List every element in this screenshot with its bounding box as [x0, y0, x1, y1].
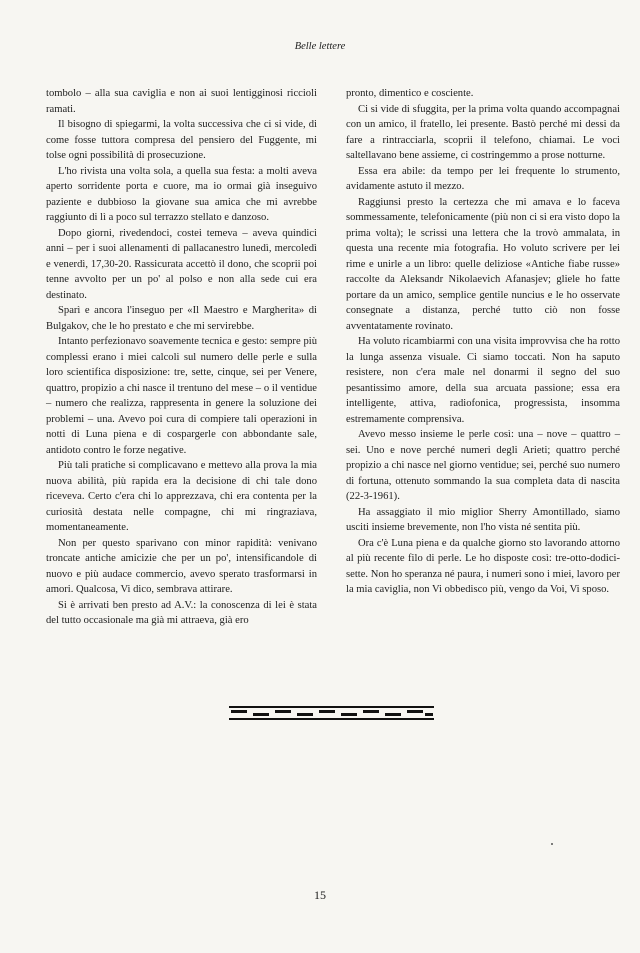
paragraph: Sparì e ancora l'inseguo per «Il Maestro e Margherita» di Bulgakov, che le ho prestato e che mi servirebbe. [46, 305, 317, 332]
paragraph: Intanto perfezionavo soavemente tecnica e gesto: sempre più complessi erano i miei calcoli sul numero delle perle e sulla loro scientifica disposizione: tre, sette, cinque, sei per Venere, quattro, propizio a chi nasce il trentuno del mese – o il ventidue – numero che realizza, rappresenta in genere la soluzione dei problemi – una. Avevo poi cura di compiere tali operazioni in notti di Luna piena e di cospargerle con abbondante sale, antidoto contro le forze negative. [46, 336, 317, 456]
paragraph: Ci si vide di sfuggita, per la prima volta quando accompagnai con un amico, il fratello, lei presente. Bastò perché mi dessi da fare a rintracciarla, scoprii il telefono, chiamai. Le voci saltellavano bene assieme, ci costringemmo a prose notturne. [346, 103, 620, 161]
paragraph: Ha voluto ricambiarmi con una visita improvvisa che ha rotto la lunga assenza visuale. Ci siamo toccati. Non ha saputo resistere, non c'era male nel donarmi il segno del suo pesantissimo amore, della sua arcuata passione; essa era intelligente, attiva, radiofonica, progressista, insomma estremamente comprensiva. [346, 336, 620, 425]
paragraph: Più tali pratiche si complicavano e mettevo alla prova la mia nuova abilità, più rapida era la decisione di chi tale dono riceveva. Certo c'era chi lo apprezzava, chi era contenta per la curiosità destata nelle compagne, chi mi ringraziava, momentaneamente. [46, 460, 317, 533]
paragraph: Ora c'è Luna piena e da qualche giorno sto lavorando attorno al più recente filo di perle. Le ho disposte così: tre-otto-dodici-sette. Non ho speranza né paura, i numeri sono i miei, lavoro per la mia caviglia, non Vi obbedisco più, vengo da Voi, Vi sposo. [346, 537, 620, 595]
paragraph: Non per questo sparivano con minor rapidità: venivano troncate antiche amicizie che per un po', intensificandole di nuovo e più audace commercio, avevo sperato trasformarsi in amori. Qualcosa, Vi dico, sembrava attirare. [46, 537, 317, 595]
paragraph: Avevo messo insieme le perle così: una – nove – quattro – sei. Uno e nove perché numeri degli Arieti; quattro perché propizio a chi nasce nel giorno ventidue; sei, perché suo numero di fortuna, ottenuto sommando la sua completa data di nascita (22-3-1961). [346, 429, 620, 502]
paragraph: Dopo giorni, rivedendoci, costei temeva – aveva quindici anni – per i suoi allenamenti di pallacanestro lunedì, mercoledì e venerdì, 17,30-20. Rassicurata accettò il dono, che scoprii poi tenne avvolto per un po' al polso e non alla sede cui era destinato. [46, 227, 317, 301]
paragraph: Si è arrivati ben presto ad A.V.: la conoscenza di lei è stata del tutto occasionale ma già mi attraeva, già ero [46, 599, 317, 626]
paragraph: tombolo – alla sua caviglia e non ai suoi lentigginosi riccioli ramati. [46, 88, 317, 115]
print-speck [551, 843, 553, 845]
left-column [46, 86, 317, 629]
right-column [346, 86, 620, 598]
running-header: Belle lettere [294, 41, 346, 52]
page-number: 15 [314, 888, 326, 902]
paragraph: L'ho rivista una volta sola, a quella sua festa: a molti aveva aperto sorridente porta e cuore, ma io ormai già inseguivo paziente e dubbioso la giovane sua amica che mi avrebbe raggiunto di lì a poco sul terrazzo stellato e danzoso. [46, 165, 317, 223]
paragraph: Ha assaggiato il mio miglior Sherry Amontillado, siamo usciti insieme brevemente, non l'ho vista né sentita più. [346, 506, 620, 533]
paragraph: Il bisogno di spiegarmi, la volta successiva che ci si vide, di come fosse tuttora compresa del pensiero del Fuggente, mi tolse ogni possibilità di prosecuzione. [46, 119, 317, 161]
paragraph: Raggiunsi presto la certezza che mi amava e lo faceva sommessamente, telefonicamente (più non ci si era visto dopo la prima volta); le scrissi una lettera che la trovò ammalata, in questa una recente mia fotografia. Ho voluto scrivere per lei rime e unirle a un libro: quelle deliziose «Antiche fiabe russe» raccolte da Aleksandr Nikolaevich Afanasjev; gliele ho fatte portare da un amico, semplice gentile nuncius e le ho osservate consegnate a distanza, perché tutto ciò non fosse avventatamente rovinato. [346, 196, 620, 332]
paragraph: pronto, dimentico e cosciente. [346, 88, 474, 99]
section-divider-ornament [229, 706, 434, 720]
paragraph: Essa era abile: da tempo per lei frequente lo strumento, avidamente astuto il mezzo. [346, 165, 620, 192]
